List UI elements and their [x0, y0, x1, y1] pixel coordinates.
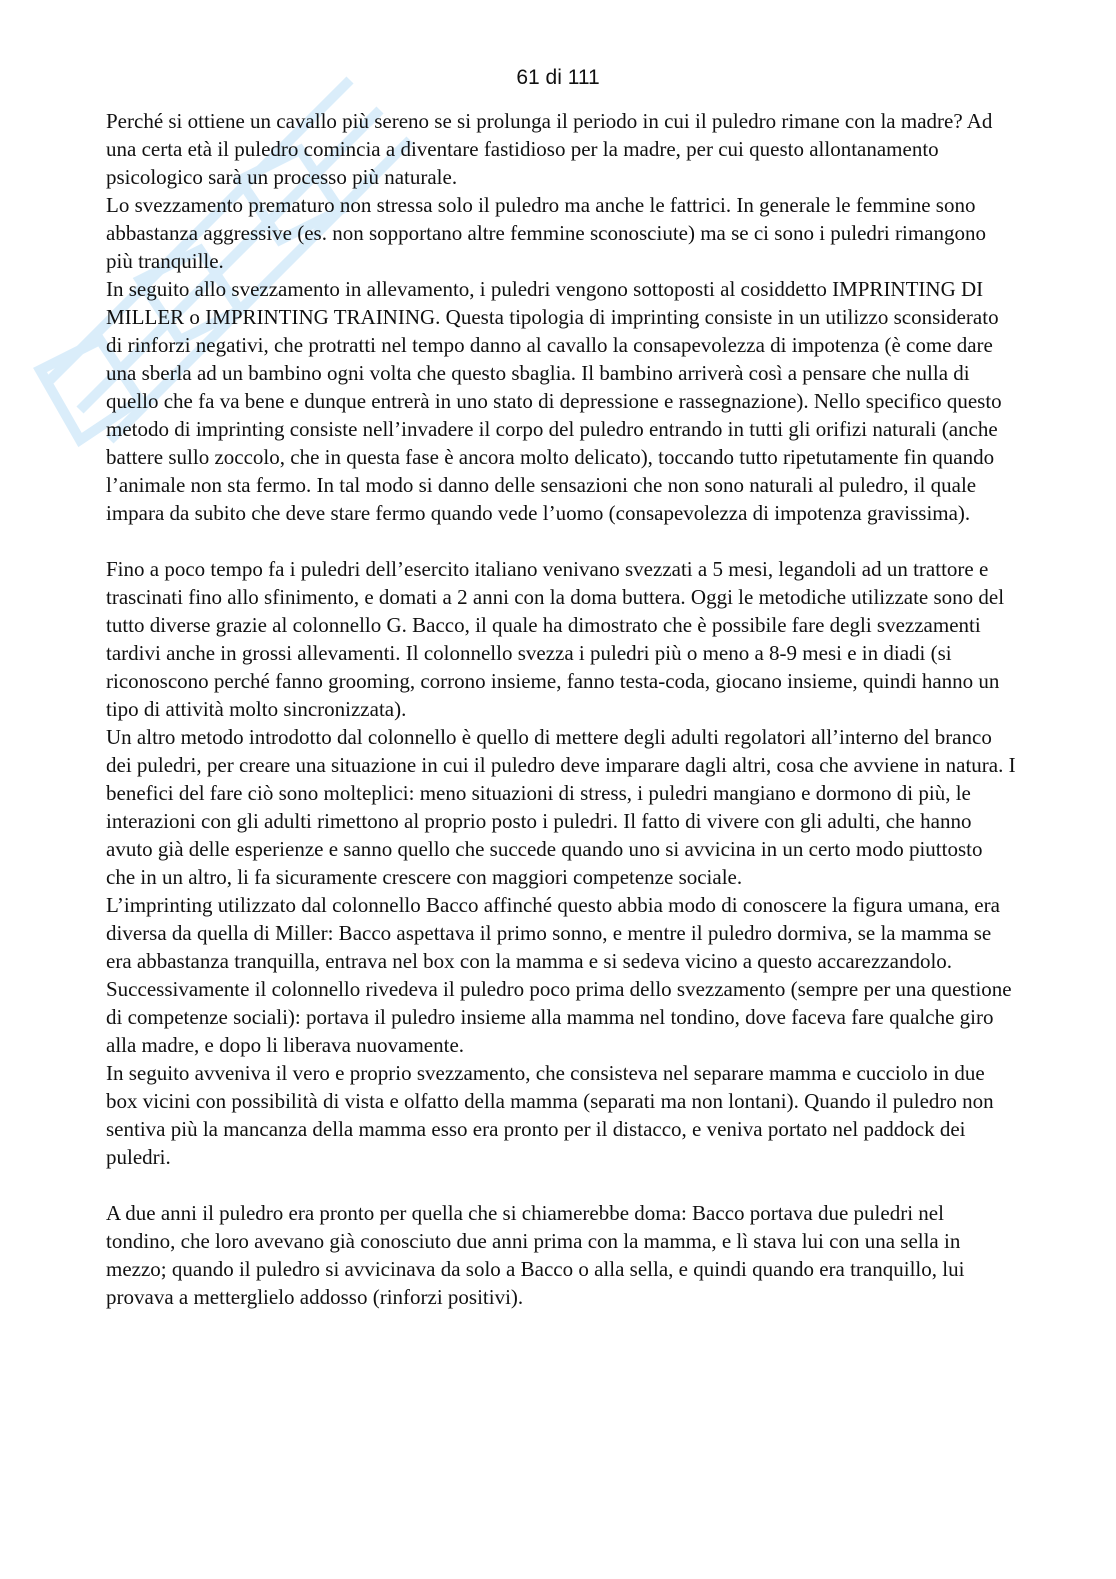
paragraph: Lo svezzamento prematuro non stressa solo il puledro ma anche le fattrici. In generale le femmine sono abbastanza aggressive (es. non sopportano altre femmine sconosciute) ma se ci sono i puledri rimangono più tranquille.: [106, 193, 986, 273]
paragraph: A due anni il puledro era pronto per quella che si chiamerebbe doma: Bacco portava due puledri nel tondino, che loro avevano già conosciuto due anni prima con la mamma, e lì stava lui con una sella in mezzo; quando il puledro si avvicinava da solo a Bacco o alla sella, e quindi quando era tranquillo, lui provava a metterglielo addosso (rinforzi positivi).: [106, 1201, 965, 1309]
page-number: 61 di 111: [516, 66, 600, 89]
paragraph: Perché si ottiene un cavallo più sereno se si prolunga il periodo in cui il puledro rimane con la madre? Ad una certa età il puledro comincia a diventare fastidioso per la madre, per cui questo allontanamento psicologico sarà un processo più naturale.: [106, 109, 993, 189]
paragraph: Un altro metodo introdotto dal colonnello è quello di mettere degli adulti regolatori all’interno del branco dei puledri, per creare una situazione in cui il puledro deve imparare dagli altri, cosa che avviene in natura. I benefici del fare ciò sono molteplici: meno situazioni di stress, i puledri mangiano e dormono di più, le interazioni con gli adulti rimettono al proprio posto i puledri. Il fatto di vivere con gli adulti, che hanno avuto già delle esperienze e sanno quello che succede quando uno si avvicina in un certo modo piuttosto che in un altro, li fa sicuramente crescere con maggiori competenze sociale.: [106, 725, 1016, 889]
paragraph: In seguito allo svezzamento in allevamento, i puledri vengono sottoposti al cosiddetto IMPRINTING DI MILLER o IMPRINTING TRAINING. Questa tipologia di imprinting consiste in un utilizzo sconsiderato di rinforzi negativi, che protratti nel tempo danno al cavallo la consapevolezza di impotenza (è come dare una sberla ad un bambino ogni volta che questo sbaglia. Il bambino arriverà così a pensare che nulla di quello che fa va bene e dunque entrerà in uno stato di depressione e rassegnazione). Nello specifico questo metodo di imprinting consiste nell’invadere il corpo del puledro entrando in tutti gli orifizi naturali (anche battere sullo zoccolo, che in questa fase è ancora molto delicato), toccando tutto ripetutamente fin quando l’animale non sta fermo. In tal modo si danno delle sensazioni che non sono naturali al puledro, il quale impara da subito che deve stare fermo quando vede l’uomo (consapevolezza di impotenza gravissima).: [106, 277, 1002, 525]
paragraph: Fino a poco tempo fa i puledri dell’esercito italiano venivano svezzati a 5 mesi, legandoli ad un trattore e trascinati fino allo sfinimento, e domati a 2 anni con la doma buttera. Oggi le metodiche utilizzate sono del tutto diverse grazie al colonnello G. Bacco, il quale ha dimostrato che è possibile fare degli svezzamenti tardivi anche in grossi allevamenti. Il colonnello svezza i puledri più o meno a 8-9 mesi e in diadi (si riconoscono perché fanno grooming, corrono insieme, fanno testa-coda, giocano insieme, quindi hanno un tipo di attività molto sincronizzata).: [106, 557, 1005, 721]
document-body: [106, 107, 1016, 1311]
paragraph: In seguito avveniva il vero e proprio svezzamento, che consisteva nel separare mamma e cucciolo in due box vicini con possibilità di vista e olfatto della mamma (separati ma non lontani). Quando il puledro non sentiva più la mancanza della mamma esso era pronto per il distacco, e veniva portato nel paddock dei puledri.: [106, 1061, 994, 1169]
paragraph: Successivamente il colonnello rivedeva il puledro poco prima dello svezzamento (sempre per una questione di competenze sociali): portava il puledro insieme alla mamma nel tondino, dove faceva fare qualche giro alla madre, e dopo li liberava nuovamente.: [106, 977, 1012, 1057]
paragraph: L’imprinting utilizzato dal colonnello Bacco affinché questo abbia modo di conoscere la figura umana, era diversa da quella di Miller: Bacco aspettava il primo sonno, e mentre il puledro dormiva, se la mamma se era abbastanza tranquilla, entrava nel box con la mamma e si sedeva vicino a questo accarezzandolo.: [106, 893, 1000, 973]
